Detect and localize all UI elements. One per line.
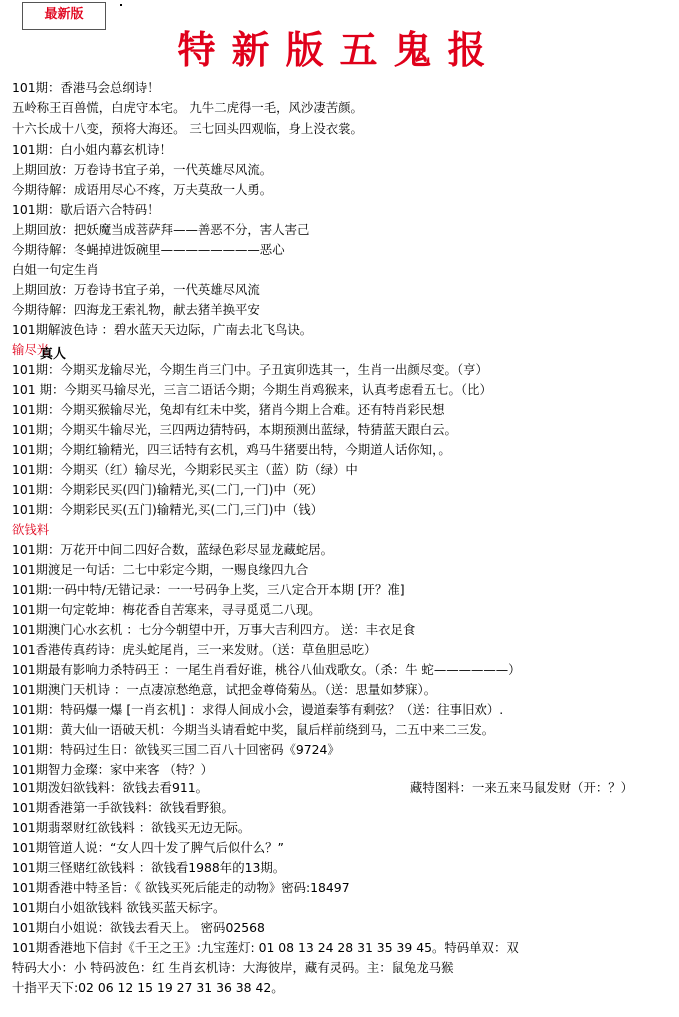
section-heading: 输尽光 <box>12 342 50 357</box>
page-title: 特新版五鬼报 <box>177 27 502 72</box>
text-line: 上期回放：把妖魔当成菩萨拜——善恶不分，害人害己 <box>12 222 310 237</box>
section-heading: 欲钱料 <box>12 522 50 537</box>
text-line: 101期：香港马会总纲诗！ <box>12 80 160 95</box>
text-line: 101期：今期买（红）输尽光，今期彩民买主（蓝）防（绿）中 <box>12 462 358 477</box>
text-line: 十六长成十八变，预将大海还。 三七回头四观临，身上没衣裳。 <box>12 121 363 136</box>
text-line: 101期白小姐欲钱料 欲钱买蓝天标字。 <box>12 900 226 915</box>
text-line: 101期：今期买猴输尽光，兔却有红未中奖，猪肖今期上合难。还有特肖彩民想 <box>12 402 445 417</box>
text-line: 101 期：今期买马输尽光，三言二语话今期；今期生肖鸡猴来，认真考虑看五七。（比） <box>12 382 492 397</box>
dot-mark <box>120 4 122 6</box>
text-line: 今期待解：冬蝇掉进饭碗里————————恶心 <box>12 242 285 257</box>
text-line: 101期：今期彩民买(五门)输精光,买(二门,三门)中（钱） <box>12 502 324 517</box>
text-line: 101期：今期买龙输尽光，今期生肖三门中。子丑寅卯选其一，生肖一出颜尽变。（亨） <box>12 362 488 377</box>
text-line: 101香港传真药诗：虎头蛇尾肖，三一来发财。（送：草鱼胆忌吃） <box>12 642 377 657</box>
right-text-line: 藏特图料：一来五来马鼠发财（开：？） <box>410 780 634 795</box>
text-line: 今期待解：四海龙王索礼物，献去猪羊换平安 <box>12 302 260 317</box>
text-line: 101期；今期红输精光，四三话特有玄机，鸡马牛猪要出特，今期道人话你知，。 <box>12 442 451 457</box>
text-line: 101期最有影响力杀特码王 ：一尾生肖看好谁，桃谷八仙戏歌女。（杀：牛 蛇——————） <box>12 662 521 677</box>
text-line: 今期待解：成语用尽心不疼，万夫莫敌一人勇。 <box>12 182 273 197</box>
text-line: 101期翡翠财红欲钱料 ：欲钱买无边无际。 <box>12 820 251 835</box>
text-line: 101期一句定乾坤：梅花香自苦寒来，寻寻觅觅二八现。 <box>12 602 321 617</box>
text-line: 上期回放：万卷诗书宜子弟，一代英雄尽风流。 <box>12 162 273 177</box>
text-line: 101期白小姐说：欲钱去看天上。 密码02568 <box>12 920 265 935</box>
text-line: 101期：歇后语六合特码！ <box>12 202 160 217</box>
text-line: 101期香港中特圣旨：《 欲钱买死后能走的动物》密码:18497 <box>12 880 350 895</box>
text-line: 101期管道人说：“女人四十发了脾气后似什么？” <box>12 840 284 855</box>
text-line: 101期：特码过生日：欲钱买三国二百八十回密码《9724》 <box>12 742 340 757</box>
text-line: 101期澳门天机诗 ：一点凄凉愁绝意，试把金尊倚菊丛。（送：思量如梦寐）。 <box>12 682 437 697</box>
text-line: 五岭称王百兽慌，白虎守本宅。 九牛二虎得一毛，风沙凄苦颜。 <box>12 100 363 115</box>
text-line: 白姐一句定生肖 <box>12 262 99 277</box>
text-line: 101期；今期买牛输尽光，三四两边猜特码，本期预测出蓝绿，特猜蓝天跟白云。 <box>12 422 457 437</box>
text-line: 101期：万花开中间二四好合数，蓝绿色彩尽显龙藏蛇居。 <box>12 542 334 557</box>
text-line: 101期:一码中特/无错记录：一一号码争上奖，三八定合开本期 [开？准] <box>12 582 405 597</box>
overlay-text: 真人 <box>40 347 67 362</box>
text-line: 101期：白小姐内幕玄机诗！ <box>12 142 172 157</box>
text-line: 101期泼妇欲钱料：欲钱去看911。 <box>12 780 208 795</box>
text-line: 101期渡足一句话：二七中彩定今期，一赐良缘四九合 <box>12 562 309 577</box>
text-line: 特码大小：小 特码波色：红 生肖玄机诗：大海彼岸，藏有灵码。主：鼠兔龙马猴 <box>12 960 454 975</box>
text-line: 101期三怪赌红欲钱料 ：欲钱看1988年的13期。 <box>12 860 286 875</box>
text-line: 101期：今期彩民买(四门)输精光,买(二门,一门)中（死） <box>12 482 324 497</box>
text-line: 101期智力金璨：家中来客 （特？） <box>12 762 214 777</box>
text-line: 上期回放：万卷诗书宜子弟，一代英雄尽风流 <box>12 282 260 297</box>
text-line: 101期澳门心水玄机 ：七分今朝望中开，万事大吉利四方。 送：丰衣足食 <box>12 622 416 637</box>
text-line: 101期：黄大仙一语破天机：今期当头请看蛇中奖，鼠后样前绕到马，二五中来二三发。 <box>12 722 495 737</box>
text-line: 101期：特码爆一爆 [一肖玄机] ：求得人间成小会，谩道秦筝有剩弦？（送：往事旧欢）. <box>12 702 504 717</box>
edition-badge: 最新版 <box>22 2 106 30</box>
text-line: 101期解波色诗 ：碧水蓝天天边际，广南去北飞鸟诀。 <box>12 322 313 337</box>
text-line: 十指平天下:02 06 12 15 19 27 31 36 38 42。 <box>12 980 284 995</box>
text-line: 101期香港地下信封《千王之王》:九宝莲灯: 01 08 13 24 28 31 35 39 45。特码单双：双 <box>12 940 519 955</box>
text-line: 101期香港第一手欲钱料：欲钱看野狼。 <box>12 800 234 815</box>
